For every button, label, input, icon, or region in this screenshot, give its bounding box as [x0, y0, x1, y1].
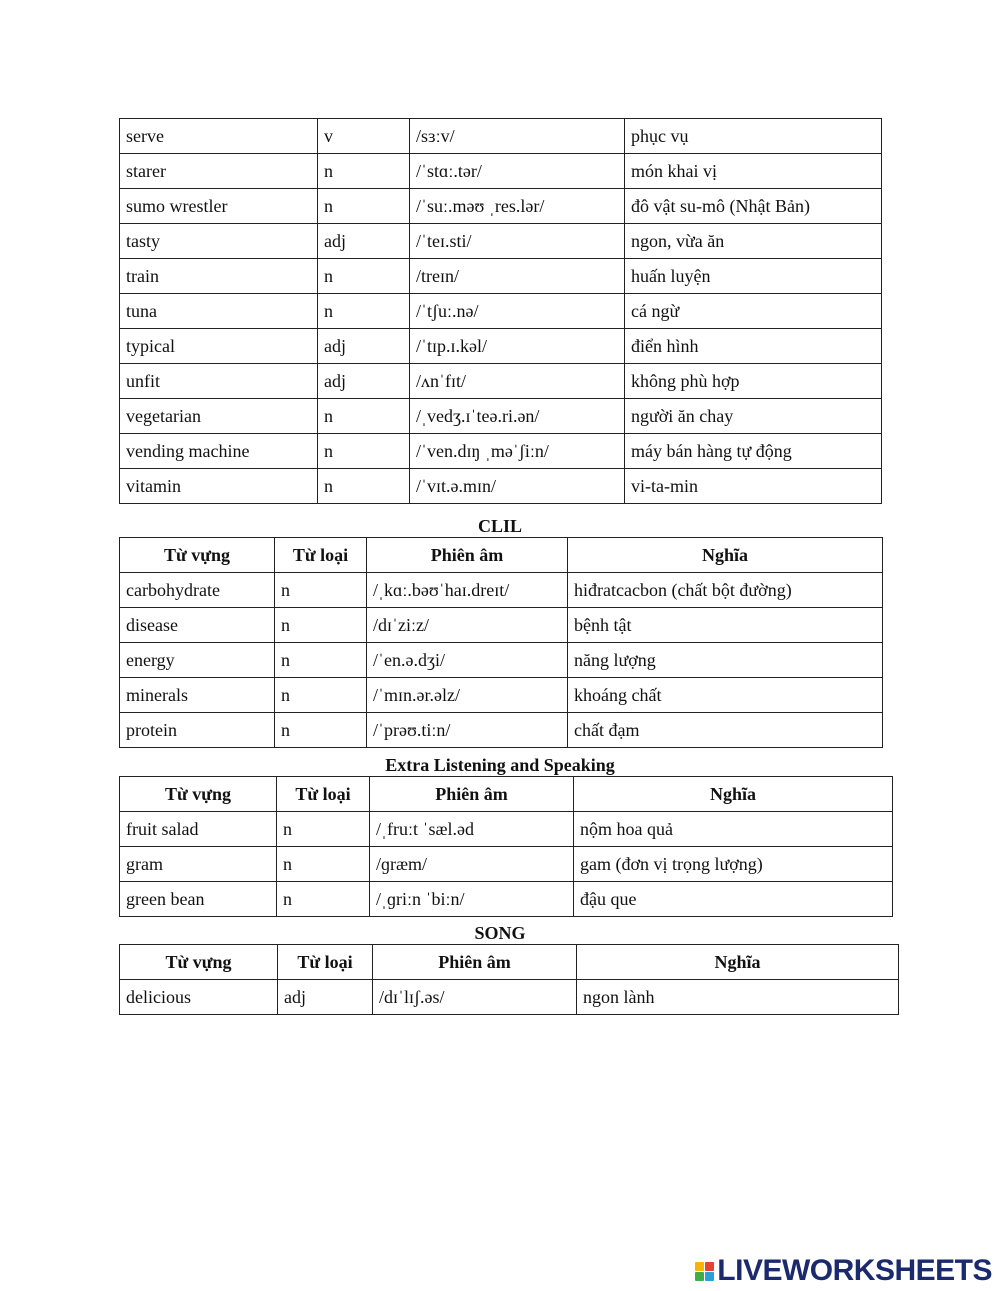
table-row — [120, 713, 883, 748]
pronunciation-cell: /ˌfruːt ˈsæl.əd — [370, 812, 574, 847]
section-title-clil: CLIL — [477, 516, 522, 536]
liveworksheets-logo[interactable] — [695, 1254, 992, 1288]
table-row — [120, 980, 899, 1015]
word-class-cell: adj — [318, 329, 410, 364]
word-class-cell: n — [275, 713, 367, 748]
vocabulary-cell: fruit salad — [120, 812, 277, 847]
liveworksheets-logo-icon — [695, 1262, 714, 1281]
table-row — [120, 259, 882, 294]
vocabulary-table-song — [119, 944, 899, 1015]
table-row — [120, 678, 883, 713]
table-row — [120, 154, 882, 189]
header-pronunciation: Phiên âm — [373, 945, 577, 980]
vocabulary-cell: serve — [120, 119, 318, 154]
word-class-cell: adj — [318, 364, 410, 399]
word-class-cell: adj — [318, 224, 410, 259]
header-meaning: Nghĩa — [568, 538, 883, 573]
logo-text: LIVEWORKSHEETS — [717, 1254, 992, 1287]
word-class-cell: n — [318, 259, 410, 294]
meaning-cell: năng lượng — [568, 643, 883, 678]
pronunciation-cell: /sɜːv/ — [410, 119, 625, 154]
header-pronunciation: Phiên âm — [367, 538, 568, 573]
vocabulary-cell: disease — [120, 608, 275, 643]
word-class-cell: adj — [278, 980, 373, 1015]
vocabulary-cell: sumo wrestler — [120, 189, 318, 224]
word-class-cell: n — [318, 399, 410, 434]
vocabulary-table-extra — [119, 776, 893, 917]
pronunciation-cell: /ˈteɪ.sti/ — [410, 224, 625, 259]
table-row — [120, 469, 882, 504]
pronunciation-cell: /ˈtɪp.ɪ.kəl/ — [410, 329, 625, 364]
meaning-cell: điển hình — [625, 329, 882, 364]
vocabulary-table-clil — [119, 537, 883, 748]
word-class-cell: n — [318, 189, 410, 224]
pronunciation-cell: /ˈen.ə.dʒi/ — [367, 643, 568, 678]
pronunciation-cell: /ˌkɑː.bəʊˈhaɪ.dreɪt/ — [367, 573, 568, 608]
word-class-cell: v — [318, 119, 410, 154]
pronunciation-cell: /ˈstɑː.tər/ — [410, 154, 625, 189]
vocabulary-cell: starer — [120, 154, 318, 189]
pronunciation-cell: /dɪˈlɪʃ.əs/ — [373, 980, 577, 1015]
word-class-cell: n — [318, 154, 410, 189]
header-word-class: Từ loại — [278, 945, 373, 980]
meaning-cell: gam (đơn vị trọng lượng) — [574, 847, 893, 882]
pronunciation-cell: /ˈvɪt.ə.mɪn/ — [410, 469, 625, 504]
section-title-extra: Extra Listening and Speaking — [385, 755, 615, 775]
meaning-cell: phục vụ — [625, 119, 882, 154]
pronunciation-cell: /ˌɡriːn ˈbiːn/ — [370, 882, 574, 917]
word-class-cell: n — [277, 812, 370, 847]
word-class-cell: n — [275, 608, 367, 643]
header-meaning: Nghĩa — [574, 777, 893, 812]
vocabulary-table-main — [119, 118, 882, 504]
word-class-cell: n — [275, 678, 367, 713]
vocabulary-cell: energy — [120, 643, 275, 678]
pronunciation-cell: /ˈsuː.məʊ ˌres.lər/ — [410, 189, 625, 224]
table-row — [120, 399, 882, 434]
meaning-cell: không phù hợp — [625, 364, 882, 399]
meaning-cell: vi-ta-min — [625, 469, 882, 504]
vocabulary-cell: gram — [120, 847, 277, 882]
table-row — [120, 119, 882, 154]
table-header-row — [120, 538, 883, 573]
word-class-cell: n — [277, 847, 370, 882]
table-header-row — [120, 945, 899, 980]
meaning-cell: nộm hoa quả — [574, 812, 893, 847]
meaning-cell: chất đạm — [568, 713, 883, 748]
meaning-cell: khoáng chất — [568, 678, 883, 713]
vocabulary-cell: tasty — [120, 224, 318, 259]
pronunciation-cell: /ʌnˈfɪt/ — [410, 364, 625, 399]
vocabulary-cell: train — [120, 259, 318, 294]
pronunciation-cell: /ˈmɪn.ər.əlz/ — [367, 678, 568, 713]
word-class-cell: n — [318, 434, 410, 469]
meaning-cell: đô vật su-mô (Nhật Bản) — [625, 189, 882, 224]
word-class-cell: n — [277, 882, 370, 917]
table-row — [120, 882, 893, 917]
pronunciation-cell: /treɪn/ — [410, 259, 625, 294]
vocabulary-cell: green bean — [120, 882, 277, 917]
meaning-cell: ngon lành — [577, 980, 899, 1015]
vocabulary-cell: carbohydrate — [120, 573, 275, 608]
vocabulary-cell: vegetarian — [120, 399, 318, 434]
pronunciation-cell: /ˈprəʊ.tiːn/ — [367, 713, 568, 748]
pronunciation-cell: /ˌvedʒ.ɪˈteə.ri.ən/ — [410, 399, 625, 434]
table-row — [120, 224, 882, 259]
table-row — [120, 294, 882, 329]
pronunciation-cell: /dɪˈziːz/ — [367, 608, 568, 643]
word-class-cell: n — [275, 643, 367, 678]
table-header-row — [120, 777, 893, 812]
meaning-cell: người ăn chay — [625, 399, 882, 434]
pronunciation-cell: /ˈtʃuː.nə/ — [410, 294, 625, 329]
header-vocabulary: Từ vựng — [120, 538, 275, 573]
pronunciation-cell: /ˈven.dɪŋ ˌməˈʃiːn/ — [410, 434, 625, 469]
meaning-cell: máy bán hàng tự động — [625, 434, 882, 469]
vocabulary-cell: delicious — [120, 980, 278, 1015]
word-class-cell: n — [318, 294, 410, 329]
meaning-cell: ngon, vừa ăn — [625, 224, 882, 259]
meaning-cell: bệnh tật — [568, 608, 883, 643]
table-row — [120, 329, 882, 364]
vocabulary-cell: vitamin — [120, 469, 318, 504]
meaning-cell: hiđratcacbon (chất bột đường) — [568, 573, 883, 608]
table-row — [120, 608, 883, 643]
header-vocabulary: Từ vựng — [120, 777, 277, 812]
table-row — [120, 434, 882, 469]
vocabulary-cell: typical — [120, 329, 318, 364]
vocabulary-cell: vending machine — [120, 434, 318, 469]
meaning-cell: cá ngừ — [625, 294, 882, 329]
header-vocabulary: Từ vựng — [120, 945, 278, 980]
meaning-cell: món khai vị — [625, 154, 882, 189]
header-word-class: Từ loại — [275, 538, 367, 573]
vocabulary-cell: unfit — [120, 364, 318, 399]
vocabulary-cell: minerals — [120, 678, 275, 713]
table-row — [120, 643, 883, 678]
header-pronunciation: Phiên âm — [370, 777, 574, 812]
word-class-cell: n — [318, 469, 410, 504]
table-row — [120, 847, 893, 882]
table-row — [120, 812, 893, 847]
meaning-cell: huấn luyện — [625, 259, 882, 294]
word-class-cell: n — [275, 573, 367, 608]
table-row — [120, 573, 883, 608]
vocabulary-cell: protein — [120, 713, 275, 748]
section-title-song: SONG — [474, 923, 526, 943]
table-row — [120, 189, 882, 224]
header-word-class: Từ loại — [277, 777, 370, 812]
meaning-cell: đậu que — [574, 882, 893, 917]
pronunciation-cell: /ɡræm/ — [370, 847, 574, 882]
header-meaning: Nghĩa — [577, 945, 899, 980]
table-row — [120, 364, 882, 399]
vocabulary-cell: tuna — [120, 294, 318, 329]
